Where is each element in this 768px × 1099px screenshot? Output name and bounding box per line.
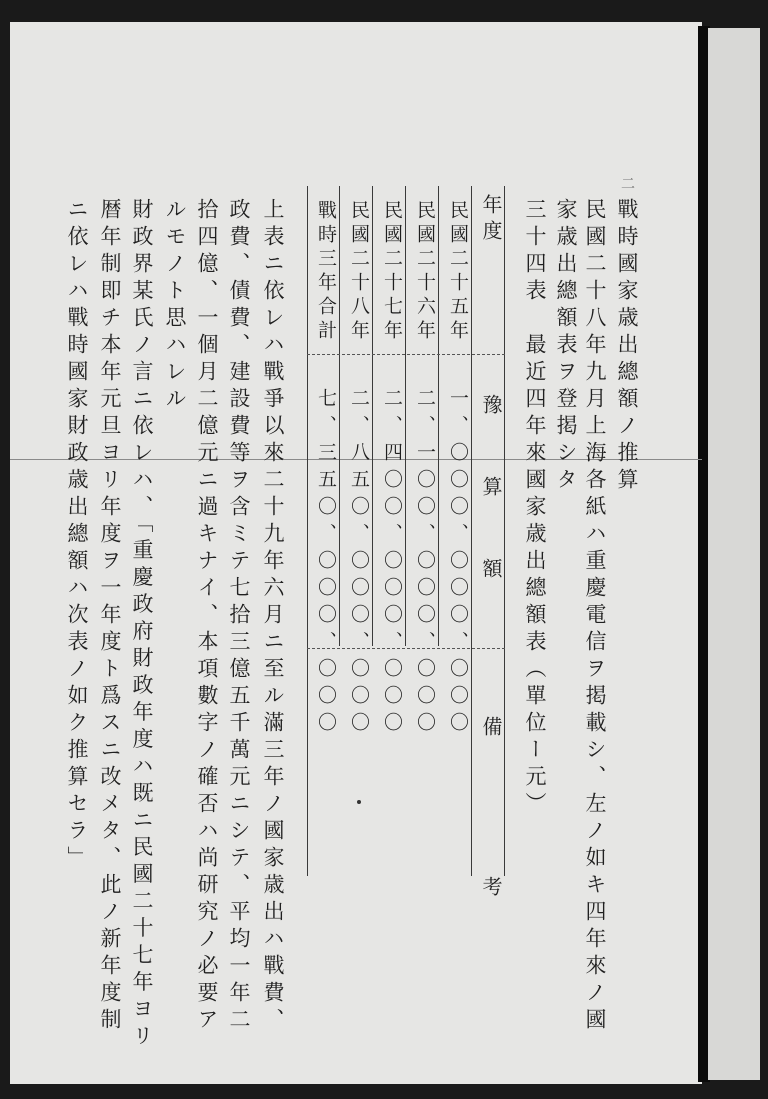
header-amount: 豫算額 (479, 394, 503, 640)
table-row-amount: 七、三五〇、〇〇〇、〇〇〇 (315, 388, 337, 739)
table-row-year: 民國二十七年 (381, 200, 403, 344)
facing-page-edge (708, 28, 760, 1080)
table-row-year: 民國二十八年 (348, 200, 370, 344)
page-mark: 二 (619, 176, 635, 196)
body-text-line-2: 政費、債費、建設費等ヲ含ミテ七拾三億五千萬元ニシテ、平均一年二 (227, 198, 251, 1035)
table-row-amount: 二、四〇〇、〇〇〇、〇〇〇 (381, 388, 403, 739)
header-remarks: 備考 (479, 716, 503, 1036)
section-title: 戰時國家歳出總額ノ推算 (615, 198, 639, 495)
table-row-year: 戰時三年合計 (315, 200, 337, 344)
intro-text-line-2: 家歳出總額表ヲ登掲シタ (554, 198, 578, 495)
table-row-amount: 二、一〇〇、〇〇〇、〇〇〇 (414, 388, 436, 739)
expenditure-table (307, 186, 505, 1036)
table-rule-year (307, 354, 505, 355)
table-row-year: 民國二十六年 (414, 200, 436, 344)
stray-dot (357, 800, 361, 804)
table-border-left (307, 186, 308, 876)
body-text-line-3: 拾四億、一個月二億元ニ過キナイ、本項數字ノ確否ハ尚研究ノ必要ア (195, 198, 219, 1035)
table-row-amount: 一、〇〇〇、〇〇〇、〇〇〇 (447, 388, 469, 739)
table-row-amount: 二、八五〇、〇〇〇、〇〇〇 (348, 388, 370, 739)
body-text-line-4: ルモノト思ハレル (163, 198, 187, 414)
body-text-line-1: 上表ニ依レハ戰爭以來二十九年六月ニ至ル滿三年ノ國家歳出ハ戰費、 (261, 198, 285, 1035)
body-text-line-6: 暦年制即チ本年元旦ヨリ年度ヲ一年度ト爲スニ改メタ、此ノ新年度制 (98, 198, 122, 1035)
header-year: 年度 (479, 194, 503, 246)
intro-text-line-1: 民國二十八年九月上海各紙ハ重慶電信ヲ掲載シ、左ノ如キ四年來ノ國 (583, 198, 607, 1035)
table-row-year: 民國二十五年 (447, 200, 469, 344)
table-caption: 三十四表 最近四年來國家歳出總額表（單位ー元） (523, 198, 547, 819)
body-text-line-7: ニ依レハ戰時國家財政歳出總額ハ次表ノ如ク推算セラ」 (65, 198, 89, 873)
body-text-line-5: 財政界某氏ノ言ニ依レハ、「重慶政府財政年度ハ既ニ民國二十七年ヨリ (130, 198, 154, 1052)
